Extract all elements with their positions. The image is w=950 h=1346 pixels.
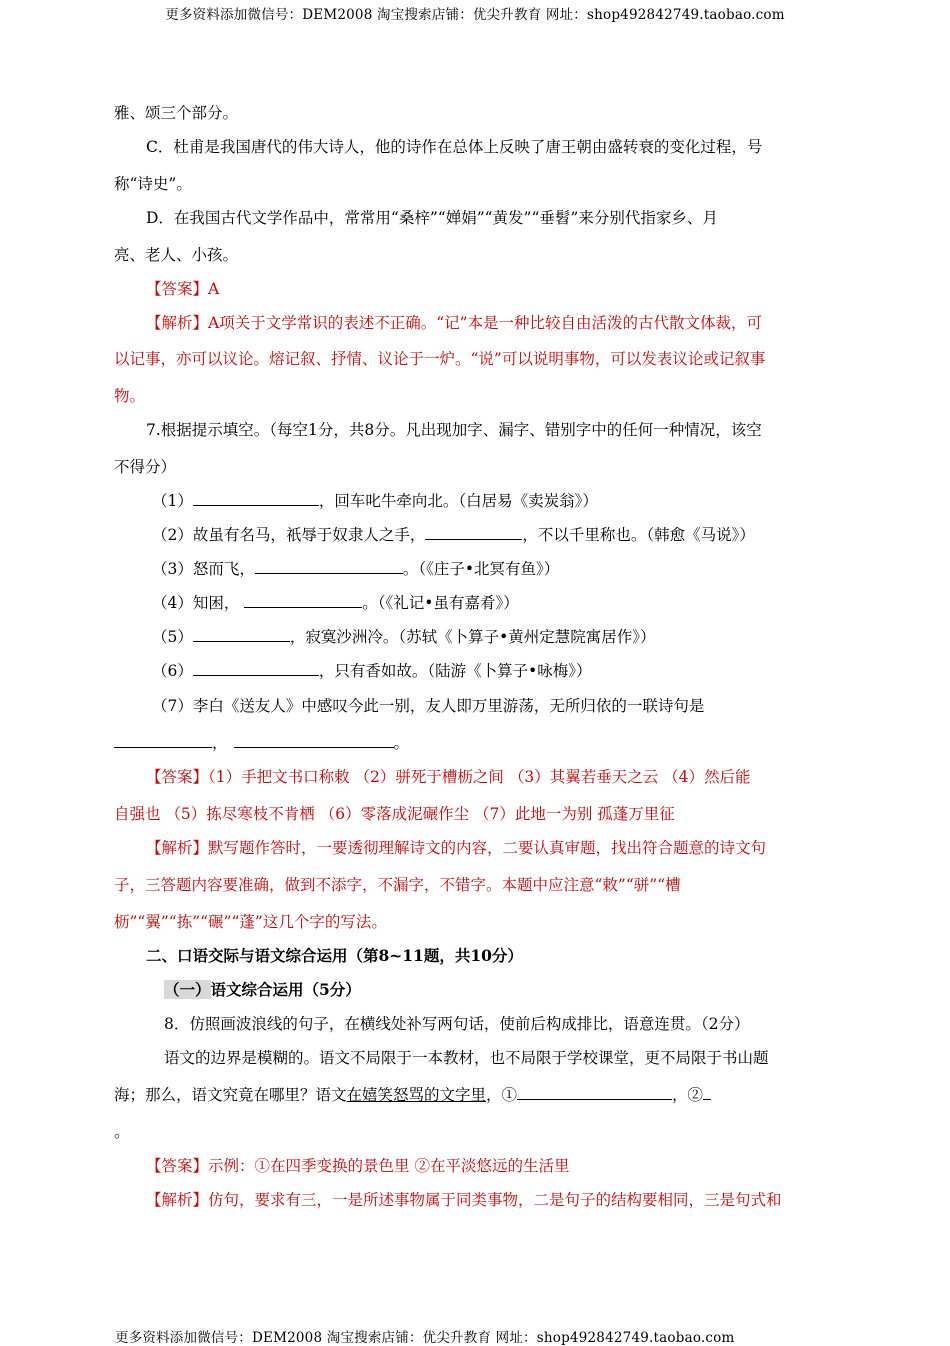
- item-prefix: （3）怒而飞，: [152, 560, 255, 578]
- option-d-line1: D．在我国古代文学作品中，常常用“桑梓”“婵娟”“黄发”“垂髫”来分别代指家乡、月: [146, 209, 718, 227]
- q7-analysis-line1: [146, 836, 766, 858]
- item-suffix: 。（《庄子•北冥有鱼》）: [402, 560, 560, 578]
- q7-item-3: [152, 557, 559, 579]
- q7-item-5: [152, 625, 656, 647]
- q6-analysis-line1: [146, 311, 762, 333]
- q7-analysis-line3: 枥”“翼”“拣”“碾”“蓬”这几个字的写法。: [114, 913, 387, 931]
- q7-item-4: [152, 591, 519, 613]
- q7-analysis-line2: 子，三答题内容要准确，做到不添字，不漏字，不错字。本题中应注意“敕”“骈”“槽: [114, 876, 681, 894]
- q7-item-1: [152, 489, 598, 511]
- q7-item-2: [152, 523, 755, 545]
- fill-blank[interactable]: [193, 627, 290, 642]
- q7-item-6: [152, 659, 592, 681]
- page-header: 更多资料添加微信号：DEM2008 淘宝搜索店铺：优尖升教育 网址：shop492842749.taobao.com: [165, 7, 785, 23]
- answer-text: A: [208, 280, 220, 298]
- answer-label: 【答案】: [146, 1157, 209, 1175]
- answer-label: 【答案】: [146, 768, 209, 786]
- fill-blank[interactable]: [703, 1085, 711, 1100]
- item-prefix: （4）知困，: [152, 594, 245, 612]
- analysis-text: 默写题作答时，一要透彻理解诗文的内容，二要认真审题，找出符合题意的诗文句: [208, 839, 767, 857]
- answer-text: 示例：①在四季变换的景色里 ②在平淡悠远的生活里: [208, 1157, 570, 1175]
- page-footer: 更多资料添加微信号：DEM2008 淘宝搜索店铺：优尖升教育 网址：shop492842749.taobao.com: [115, 1330, 735, 1346]
- period: 。: [393, 734, 410, 752]
- q7-answer-line2: 自强也 （5）拣尽寒枝不肯栖 （6）零落成泥碾作尘 （7）此地一为别 孤蓬万里征: [114, 805, 675, 823]
- item-prefix: （5）: [152, 628, 193, 646]
- fill-blank[interactable]: [517, 1085, 672, 1100]
- q8-analysis: [146, 1188, 782, 1210]
- fill-blank[interactable]: [244, 593, 362, 608]
- item-prefix: （6）: [152, 662, 193, 680]
- q8-answer: [146, 1154, 569, 1176]
- q7-item-7-line1: （7）李白《送友人》中感叹今此一别，友人即万里游荡，无所归依的一联诗句是: [152, 697, 705, 715]
- option-c-line2: 称“诗史”。: [114, 175, 192, 193]
- fill-blank[interactable]: [255, 559, 403, 574]
- item-suffix: 。（《礼记•虽有嘉肴》）: [362, 594, 519, 612]
- text-segment: 海；那么，语文究竟在哪里？语文: [114, 1086, 347, 1104]
- item-prefix: （1）: [152, 492, 193, 510]
- analysis-text: 仿句，要求有三，一是所述事物属于同类事物，二是句子的结构要相同，三是句式和: [208, 1191, 782, 1209]
- wavy-underlined-sentence: 在嬉笑怒骂的文字里: [346, 1086, 487, 1104]
- q7-stem-line2: 不得分）: [114, 458, 177, 476]
- q8-text-line3: 。: [114, 1123, 130, 1141]
- option-d-line2: 亮、老人、小孩。: [114, 246, 239, 264]
- fill-blank[interactable]: [234, 733, 394, 748]
- item-suffix: ，回车叱牛牵向北。（白居易《卖炭翁》）: [318, 492, 598, 510]
- option-c-line1: C．杜甫是我国唐代的伟大诗人，他的诗作在总体上反映了唐王朝由盛转衰的变化过程，号: [146, 138, 763, 156]
- analysis-label: 【解析】: [146, 314, 209, 332]
- q7-stem-line1: 7.根据提示填空。（每空1分，共8分。凡出现加字、漏字、错别字中的任何一种情况，该空: [146, 421, 762, 439]
- fill-blank[interactable]: [114, 733, 212, 748]
- analysis-text: A项关于文学常识的表述不正确。“记”本是一种比较自由活泼的古代散文体裁，可: [208, 314, 763, 332]
- q7-item-7-line2: [114, 731, 409, 753]
- fill-blank[interactable]: [425, 525, 522, 540]
- fill-blank[interactable]: [193, 491, 319, 506]
- item-suffix: ，不以千里称也。（韩愈《马说》）: [522, 526, 755, 544]
- q8-text-line1: 语文的边界是模糊的。语文不局限于一本教材，也不局限于学校课堂，更不局限于书山题: [164, 1049, 769, 1067]
- analysis-label: 【解析】: [146, 1191, 209, 1209]
- answer-text: （1）手把文书口称敕 （2）骈死于槽枥之间 （3）其翼若垂天之云 （4）然后能: [208, 768, 751, 786]
- option-b-tail: 雅、颂三个部分。: [114, 104, 239, 122]
- item-suffix: ，只有香如故。（陆游《卜算子•咏梅》）: [318, 662, 592, 680]
- text-segment: ，①: [486, 1086, 518, 1104]
- subsection-title: [164, 978, 361, 1000]
- comma: ，: [212, 734, 228, 752]
- subsection-label: 语文综合运用（5分）: [210, 980, 361, 999]
- analysis-label: 【解析】: [146, 839, 209, 857]
- item-suffix: ，寂寞沙洲冷。（苏轼《卜算子•黄州定慧院寓居作》）: [289, 628, 656, 646]
- text-segment: ，②: [672, 1086, 704, 1104]
- section-2-title: 二、口语交际与语文综合运用（第8~11题，共10分）: [146, 946, 523, 965]
- q6-answer: [146, 277, 219, 299]
- q8-stem: 8．仿照画波浪线的句子，在横线处补写两句话，使前后构成排比，语意连贯。（2分）: [164, 1015, 750, 1033]
- item-prefix: （2）故虽有名马，祇辱于奴隶人之手，: [152, 526, 426, 544]
- answer-label: 【答案】: [146, 280, 209, 298]
- subsection-number: （一）: [164, 980, 211, 999]
- q6-analysis-line2: 以记事，亦可以议论。熔记叙、抒情、议论于一炉。“说”可以说明事物，可以发表议论或记叙事: [114, 350, 766, 368]
- q7-answer-line1: [146, 765, 751, 787]
- q8-text-line2: [114, 1083, 711, 1105]
- q6-analysis-line3: 物。: [114, 387, 146, 405]
- fill-blank[interactable]: [193, 661, 319, 676]
